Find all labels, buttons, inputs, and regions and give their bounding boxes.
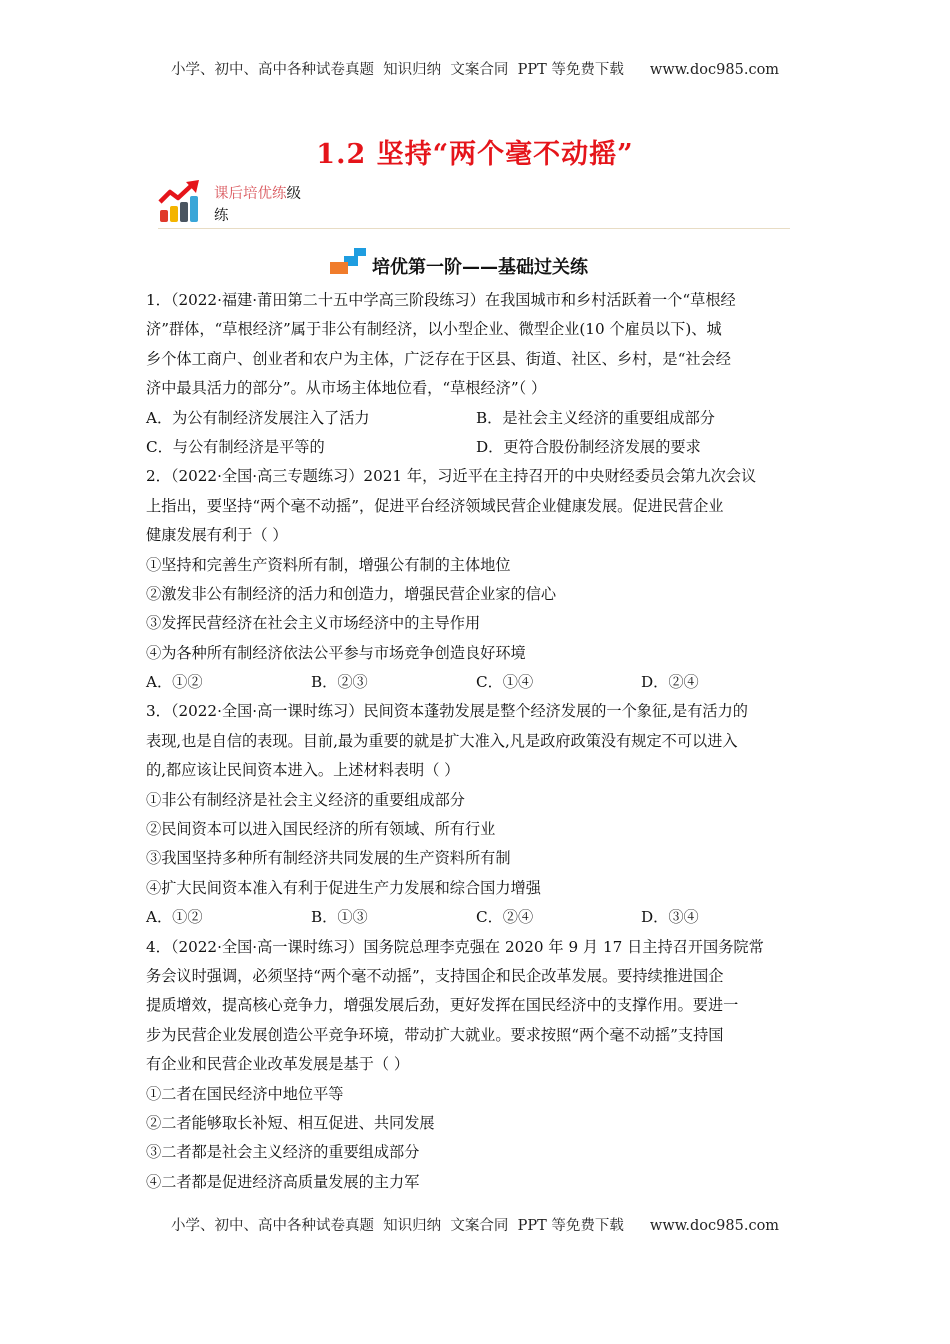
question-stem-line: 2．（2022·全国·高三专题练习）2021 年，习近平在主持召开的中央财经委员会第九次会议 (146, 467, 757, 486)
option-a[interactable]: A．①② (146, 908, 203, 927)
option-c[interactable]: C．②④ (476, 908, 534, 927)
page-header (0, 58, 950, 79)
question-stem-line: 健康发展有利于（ ） (146, 526, 288, 545)
statement: ①坚持和完善生产资料所有制，增强公有制的主体地位 (146, 555, 511, 574)
option-d[interactable]: D．③④ (641, 908, 699, 927)
chart-growth-icon (158, 180, 202, 224)
options-row (146, 903, 806, 932)
statement: ②激发非公有制经济的活力和创造力，增强民营企业家的信心 (146, 584, 557, 603)
option-d[interactable]: D．②④ (641, 673, 699, 692)
statement: ④二者都是促进经济高质量发展的主力军 (146, 1172, 420, 1191)
statement: ④扩大民间资本准入有利于促进生产力发展和综合国力增强 (146, 878, 541, 897)
question-stem-line: 表现,也是自信的表现。目前,最为重要的就是扩大准入,凡是政府政策没有规定不可以进入 (146, 731, 738, 750)
options-row (146, 433, 806, 462)
option-c[interactable]: C．①④ (476, 673, 534, 692)
page-footer (0, 1214, 950, 1235)
question-2 (146, 462, 806, 697)
option-b[interactable]: B．是社会主义经济的重要组成部分 (476, 408, 715, 427)
footer-url[interactable]: www.doc985.com (649, 1218, 780, 1234)
badge-black-text: 级 (286, 186, 301, 202)
question-stem-line: 3．（2022·全国·高一课时练习）民间资本蓬勃发展是整个经济发展的一个象征,是有活力的 (146, 702, 748, 721)
question-stem-line: 济中最具活力的部分”。从市场主体地位看，“草根经济”（ ） (146, 379, 547, 398)
question-stem-line: 有企业和民营企业改革发展是基于（ ） (146, 1055, 410, 1074)
question-list (146, 286, 806, 1197)
option-a[interactable]: A．为公有制经济发展注入了活力 (146, 408, 370, 427)
option-c[interactable]: C．与公有制经济是平等的 (146, 437, 325, 456)
question-stem-line: 4．（2022·全国·高一课时练习）国务院总理李克强在 2020 年 9 月 17 日主持召开国务院常 (146, 937, 764, 956)
statement: ①二者在国民经济中地位平等 (146, 1084, 344, 1103)
question-stem-line: 乡个体工商户、创业者和农户为主体，广泛存在于区县、街道、社区、乡村，是“社会经 (146, 349, 731, 368)
statement: ③二者都是社会主义经济的重要组成部分 (146, 1143, 420, 1162)
question-4 (146, 933, 806, 1198)
question-stem-line: 务会议时强调，必须坚持“两个毫不动摇”，支持国企和民企改革发展。要持续推进国企 (146, 966, 724, 985)
question-stem-line: 的,都应该让民间资本进入。上述材料表明（ ） (146, 761, 460, 780)
page-title: 1.2 坚持“两个毫不动摇” (316, 139, 634, 170)
badge-label (214, 182, 301, 203)
question-stem-line: 步为民营企业发展创造公平竞争环境，带动扩大就业。要求按照“两个毫不动摇”支持国 (146, 1025, 724, 1044)
question-stem-line: 1．（2022·福建·莆田第二十五中学高三阶段练习）在我国城市和乡村活跃着一个“草根经 (146, 291, 736, 309)
options-row (146, 668, 806, 697)
statement: ②民间资本可以进入国民经济的所有领域、所有行业 (146, 820, 496, 839)
footer-text: 小学、初中、高中各种试卷真题 知识归纳 文案合同 PPT 等免费下载 (170, 1218, 624, 1234)
statement: ③发挥民营经济在社会主义市场经济中的主导作用 (146, 614, 481, 633)
steps-icon (328, 248, 368, 276)
question-1 (146, 286, 806, 462)
header-url[interactable]: www.doc985.com (649, 62, 780, 78)
options-row (146, 404, 806, 433)
statement: ①非公有制经济是社会主义经济的重要组成部分 (146, 790, 465, 809)
option-b[interactable]: B．①③ (311, 908, 368, 927)
badge-red-text: 课后培优练 (214, 186, 287, 202)
statement: ③我国坚持多种所有制经济共同发展的生产资料所有制 (146, 849, 511, 868)
statement: ④为各种所有制经济依法公平参与市场竞争创造良好环境 (146, 643, 526, 662)
option-a[interactable]: A．①② (146, 673, 203, 692)
option-d[interactable]: D．更符合股份制经济发展的要求 (476, 437, 701, 456)
after-class-badge (158, 180, 318, 226)
question-3 (146, 697, 806, 932)
question-stem-line: 提质增效，提高核心竞争力，增强发展后劲，更好发挥在国民经济中的支撑作用。要进一 (146, 996, 739, 1015)
question-stem-line: 上指出，要坚持“两个毫不动摇”，促进平台经济领域民营企业健康发展。促进民营企业 (146, 496, 724, 515)
option-b[interactable]: B．②③ (311, 673, 368, 692)
badge-line2: 练 (214, 208, 229, 224)
question-stem-line: 济”群体，“草根经济”属于非公有制经济，以小型企业、微型企业(10 个雇员以下)、城 (146, 320, 722, 339)
section-title: 培优第一阶——基础过关练 (372, 257, 588, 278)
divider (158, 228, 790, 229)
header-text: 小学、初中、高中各种试卷真题 知识归纳 文案合同 PPT 等免费下载 (170, 62, 624, 78)
statement: ②二者能够取长补短、相互促进、共同发展 (146, 1113, 435, 1132)
